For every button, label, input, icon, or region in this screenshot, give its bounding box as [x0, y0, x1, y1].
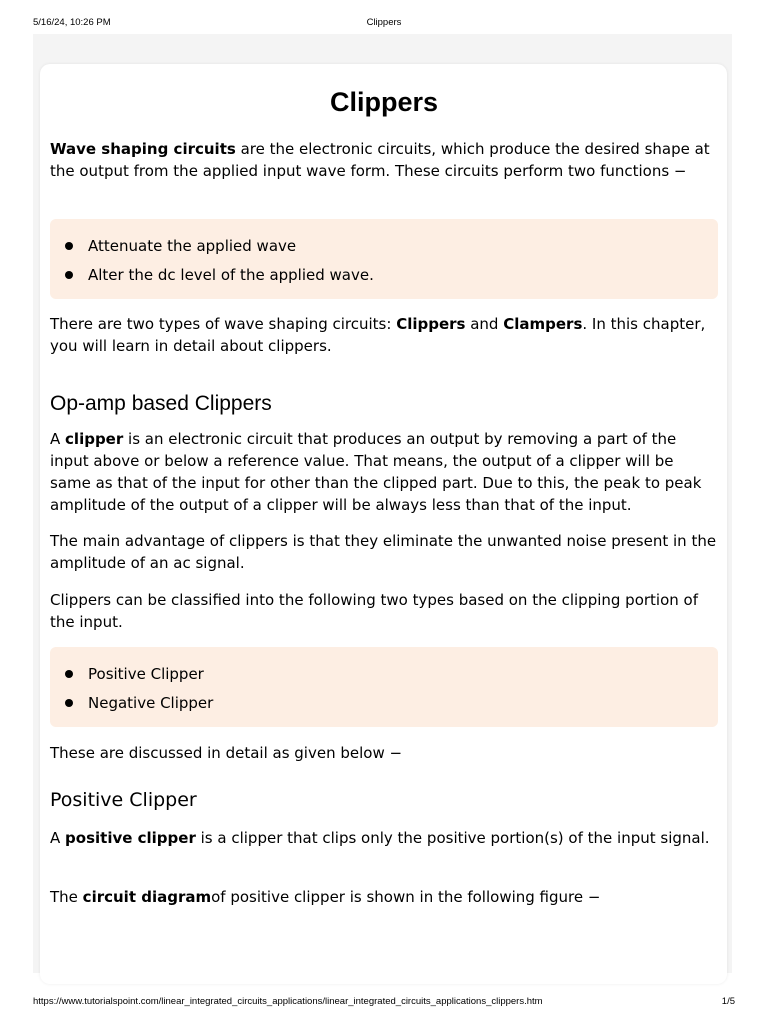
positive-clipper-bold: positive clipper: [65, 829, 196, 847]
intro-text: are the electronic circuits, which produce the desired shape at the output from the applied input wave form. These circuits perform two functions −: [50, 140, 710, 180]
list-item-text: Attenuate the applied wave: [88, 237, 297, 255]
print-footer: [33, 996, 735, 1008]
types-text-3: . In this chapter, you will learn in detail about clippers.: [50, 315, 706, 355]
article-card: [40, 64, 727, 984]
clampers-bold: Clampers: [503, 315, 583, 333]
section-heading-positive-clipper: Positive Clipper: [50, 789, 197, 811]
clipper-types-list: [88, 660, 718, 718]
classification-paragraph: Clippers can be classified into the following two types based on the clipping portion of the input.: [50, 591, 699, 631]
list-item-text: Negative Clipper: [88, 694, 214, 712]
print-header: [33, 17, 735, 29]
bullet-icon: [65, 670, 73, 678]
functions-note-box: [50, 219, 718, 299]
clipper-bold: clipper: [65, 430, 124, 448]
intro-bold-term: Wave shaping circuits: [50, 140, 236, 158]
positive-clipper-paragraph: [50, 827, 718, 849]
clipper-def-text-1: A: [50, 430, 66, 448]
print-datetime: 5/16/24, 10:26 PM: [33, 17, 111, 28]
print-page-title: Clippers: [366, 17, 402, 28]
list-item: [88, 660, 718, 689]
clipper-types-note-box: [50, 647, 718, 727]
intro-paragraph: [50, 138, 718, 182]
clippers-bold: Clippers: [396, 315, 466, 333]
bullet-icon: [65, 242, 73, 250]
positive-text-1: A: [50, 829, 66, 847]
discussion-paragraph: These are discussed in detail as given below −: [50, 744, 403, 762]
list-item: [88, 261, 718, 290]
circuit-diagram-bold: circuit diagram: [82, 888, 212, 906]
list-item: [88, 689, 718, 718]
advantage-paragraph: The main advantage of clippers is that they eliminate the unwanted noise present in the amplitude of an ac signal.: [50, 532, 717, 572]
types-text-1: There are two types of wave shaping circuits:: [50, 315, 397, 333]
article-title: Clippers: [329, 87, 439, 117]
print-url: https://www.tutorialspoint.com/linear_integrated_circuits_applications/linear_integrated_circuits_applications_clippers.htm: [33, 996, 543, 1007]
clipper-definition-paragraph: [50, 428, 718, 516]
clipper-def-text-2: is an electronic circuit that produces an output by removing a part of the input above or below a reference value. That means, the output of a clipper will be same as that of the input for other than the clipped part. Due to this, the peak to peak amplitude of the output of a clipper will be always less than that of the input.: [50, 430, 702, 514]
positive-text-2: is a clipper that clips only the positive portion(s) of the input signal.: [195, 829, 710, 847]
bullet-icon: [65, 699, 73, 707]
circuit-text-1: The: [50, 888, 83, 906]
circuit-text-2: of positive clipper is shown in the following figure −: [211, 888, 601, 906]
list-item-text: Positive Clipper: [88, 665, 204, 683]
types-text-2: and: [465, 315, 504, 333]
functions-list: [88, 232, 718, 290]
types-paragraph: [50, 313, 718, 357]
bullet-icon: [65, 271, 73, 279]
print-page-number: 1/5: [721, 996, 735, 1007]
list-item: [88, 232, 718, 261]
section-heading-opamp: Op-amp based Clippers: [50, 392, 272, 415]
list-item-text: Alter the dc level of the applied wave.: [88, 266, 374, 284]
circuit-diagram-paragraph: [50, 886, 718, 908]
